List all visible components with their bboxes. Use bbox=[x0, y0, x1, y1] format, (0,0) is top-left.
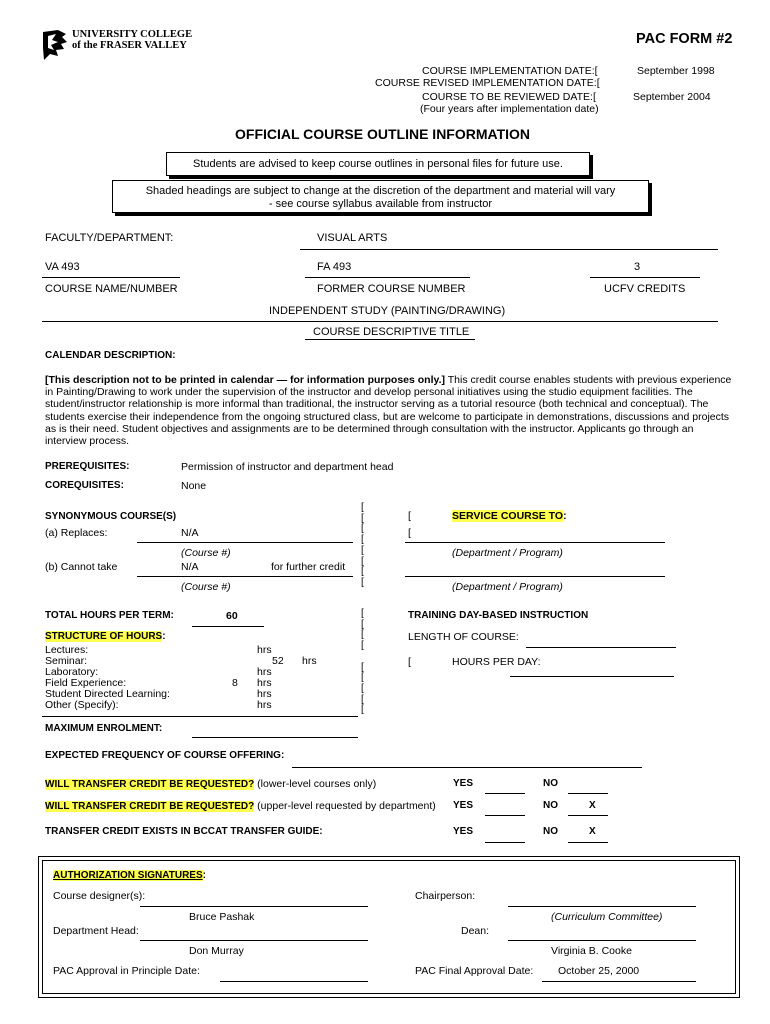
q1-no: NO bbox=[543, 778, 558, 789]
replaces-label: (a) Replaces: bbox=[45, 527, 108, 539]
pac-final-date: October 25, 2000 bbox=[558, 965, 640, 977]
cannot-take-line bbox=[137, 576, 353, 577]
q2-yes: YES bbox=[453, 800, 474, 811]
hours-row-unit: hrs bbox=[257, 666, 272, 678]
designer-line bbox=[140, 906, 368, 907]
q1-no-line bbox=[568, 793, 608, 794]
q2-mark: X bbox=[589, 800, 596, 811]
dept-head-label: Department Head: bbox=[53, 925, 139, 937]
notice-box-1: Students are advised to keep course outlines in personal files for future use. bbox=[166, 152, 590, 176]
faculty-value: VISUAL ARTS bbox=[317, 232, 388, 244]
bracket-column-1: [ [ [ [ [ [ [ [ bbox=[361, 502, 364, 588]
hours-per-day-line bbox=[510, 676, 674, 677]
service-bracket-2: [ bbox=[408, 527, 411, 539]
logo-line-1: UNIVERSITY COLLEGE bbox=[72, 29, 193, 40]
dept-program-2: (Department / Program) bbox=[452, 581, 563, 593]
hours-row-other bbox=[45, 699, 345, 710]
hours-row-seminar bbox=[45, 655, 345, 666]
dept-head-name: Don Murray bbox=[189, 945, 244, 957]
faculty-label: FACULTY/DEPARTMENT: bbox=[45, 232, 174, 244]
hours-row-unit: hrs bbox=[257, 644, 272, 656]
ucfv-logo-icon bbox=[40, 28, 70, 62]
revised-date-label: COURSE REVISED IMPLEMENTATION DATE:[ bbox=[375, 77, 600, 89]
pac-final-line bbox=[542, 981, 696, 982]
course-title-line bbox=[42, 321, 718, 322]
service-course-colon: : bbox=[563, 510, 567, 522]
course-title-value: INDEPENDENT STUDY (PAINTING/DRAWING) bbox=[269, 305, 506, 317]
notice-2-line-2: - see course syllabus available from instructor bbox=[268, 198, 493, 210]
hours-row-field bbox=[45, 677, 345, 688]
frequency-label: EXPECTED FREQUENCY OF COURSE OFFERING: bbox=[45, 750, 285, 761]
course-number-line bbox=[42, 277, 180, 278]
frequency-line bbox=[292, 767, 642, 768]
auth-label-highlight: AUTHORIZATION SIGNATURES bbox=[53, 870, 203, 881]
service-course-label bbox=[452, 510, 567, 522]
enrolment-line bbox=[192, 737, 358, 738]
transfer-q1-note: (lower-level courses only) bbox=[254, 778, 377, 790]
impl-date-label: COURSE IMPLEMENTATION DATE:[ bbox=[422, 65, 598, 77]
calendar-note: [This description not to be printed in calendar — for information purposes only.] bbox=[45, 374, 445, 386]
former-course-line bbox=[305, 277, 470, 278]
hours-row-sdl bbox=[45, 688, 345, 699]
dept-head-line bbox=[140, 940, 368, 941]
dept-program-1: (Department / Program) bbox=[452, 547, 563, 559]
auth-label bbox=[53, 870, 206, 881]
transfer-q3-label: TRANSFER CREDIT EXISTS IN BCCAT TRANSFER GUIDE: bbox=[45, 826, 323, 837]
total-hours-label: TOTAL HOURS PER TERM: bbox=[45, 610, 174, 621]
q1-yes-line bbox=[485, 793, 525, 794]
total-hours-line bbox=[192, 626, 264, 627]
course-title-label: COURSE DESCRIPTIVE TITLE bbox=[313, 326, 470, 338]
total-hours-value: 60 bbox=[226, 610, 238, 622]
hours-row-label: Student Directed Learning: bbox=[45, 688, 170, 700]
dean-name: Virginia B. Cooke bbox=[551, 945, 632, 957]
credits-value: 3 bbox=[634, 261, 641, 273]
course-number-label: COURSE NAME/NUMBER bbox=[45, 283, 178, 295]
hours-row-label: Lectures: bbox=[45, 644, 89, 656]
chair-note: (Curriculum Committee) bbox=[551, 911, 663, 923]
q3-no-line bbox=[568, 842, 608, 843]
review-note: (Four years after implementation date) bbox=[420, 103, 599, 115]
hours-row-unit: hrs bbox=[257, 677, 272, 689]
service-line-1 bbox=[405, 542, 665, 543]
q3-mark: X bbox=[589, 826, 596, 837]
synonymous-label: SYNONYMOUS COURSE(S) bbox=[45, 511, 177, 522]
notice-box-2 bbox=[112, 180, 649, 213]
credits-label: UCFV CREDITS bbox=[604, 283, 686, 295]
hours-row-label: Laboratory: bbox=[45, 666, 99, 678]
hours-row-value: 52 bbox=[272, 655, 284, 667]
ucfv-logo bbox=[40, 28, 70, 62]
coreq-label: COREQUISITES: bbox=[45, 480, 124, 491]
enrolment-label: MAXIMUM ENROLMENT: bbox=[45, 723, 163, 734]
replaces-value: N/A bbox=[181, 527, 199, 539]
hours-per-day-bracket: [ bbox=[408, 656, 411, 668]
training-label: TRAINING DAY-BASED INSTRUCTION bbox=[408, 610, 589, 621]
structure-label bbox=[45, 631, 166, 642]
hours-row-label: Field Experience: bbox=[45, 677, 127, 689]
length-label: LENGTH OF COURSE: bbox=[408, 631, 519, 643]
q3-yes: YES bbox=[453, 826, 474, 837]
page-title: OFFICIAL COURSE OUTLINE INFORMATION bbox=[235, 126, 531, 142]
cannot-take-label: (b) Cannot take bbox=[45, 561, 118, 573]
replaces-line bbox=[137, 542, 353, 543]
hours-row-unit: hrs bbox=[257, 699, 272, 711]
bracket-column-2: [ [ [ [ [ [ [ [ [ bbox=[361, 608, 364, 716]
prereq-label: PREREQUISITES: bbox=[45, 461, 130, 472]
q1-yes: YES bbox=[453, 778, 474, 789]
service-line-2 bbox=[405, 576, 665, 577]
chair-line bbox=[508, 906, 696, 907]
course-title-underline bbox=[305, 339, 475, 340]
transfer-q2 bbox=[45, 800, 436, 812]
impl-date-value: September 1998 bbox=[637, 65, 715, 77]
length-line bbox=[526, 647, 676, 648]
review-date-value: September 2004 bbox=[633, 91, 711, 103]
pac-principle-line bbox=[220, 981, 368, 982]
hours-row-unit: hrs bbox=[302, 655, 317, 667]
pac-final-label: PAC Final Approval Date: bbox=[415, 965, 534, 977]
course-hash-1: (Course #) bbox=[181, 547, 231, 559]
hours-row-unit: hrs bbox=[257, 688, 272, 700]
q3-yes-line bbox=[485, 842, 525, 843]
coreq-value: None bbox=[181, 480, 207, 492]
service-course-highlight: SERVICE COURSE TO bbox=[452, 510, 564, 522]
pac-principle-label: PAC Approval in Principle Date: bbox=[53, 965, 200, 977]
q2-no: NO bbox=[543, 800, 558, 811]
prereq-value: Permission of instructor and department head bbox=[181, 461, 394, 473]
former-course-label: FORMER COURSE NUMBER bbox=[317, 283, 466, 295]
transfer-q2-note: (upper-level requested by department) bbox=[254, 800, 436, 812]
hours-row-label: Other (Specify): bbox=[45, 699, 119, 711]
hours-row-value: 8 bbox=[232, 677, 238, 689]
transfer-q2-label: WILL TRANSFER CREDIT BE REQUESTED? bbox=[45, 801, 255, 812]
further-credit-label: for further credit bbox=[271, 561, 346, 573]
q3-no: NO bbox=[543, 826, 558, 837]
hours-row-laboratory bbox=[45, 666, 345, 677]
designer-name: Bruce Pashak bbox=[189, 911, 255, 923]
hours-row-label: Seminar: bbox=[45, 655, 88, 667]
transfer-q1-label: WILL TRANSFER CREDIT BE REQUESTED? bbox=[45, 779, 255, 790]
service-bracket-1: [ bbox=[408, 510, 411, 522]
q2-no-line bbox=[568, 815, 608, 816]
chair-label: Chairperson: bbox=[415, 890, 476, 902]
form-title: PAC FORM #2 bbox=[636, 31, 733, 47]
calendar-description bbox=[45, 374, 737, 447]
logo-line-2: of the FRASER VALLEY bbox=[72, 40, 187, 51]
credits-line bbox=[590, 277, 700, 278]
q2-yes-line bbox=[485, 815, 525, 816]
hours-bottom-line bbox=[42, 716, 358, 717]
review-date-label: COURSE TO BE REVIEWED DATE:[ bbox=[422, 91, 596, 103]
auth-label-colon: : bbox=[202, 870, 206, 881]
structure-colon: : bbox=[162, 631, 166, 642]
hours-row-lectures bbox=[45, 644, 345, 655]
transfer-q1 bbox=[45, 778, 376, 790]
dean-line bbox=[508, 940, 696, 941]
calendar-label: CALENDAR DESCRIPTION: bbox=[45, 350, 176, 361]
notice-2-line-1: Shaded headings are subject to change at the discretion of the department and material will vary bbox=[145, 185, 616, 197]
course-number-value: VA 493 bbox=[45, 261, 80, 273]
structure-highlight: STRUCTURE OF HOURS bbox=[45, 631, 163, 642]
course-hash-2: (Course #) bbox=[181, 581, 231, 593]
faculty-line bbox=[300, 249, 718, 250]
former-course-value: FA 493 bbox=[317, 261, 352, 273]
designer-label: Course designer(s): bbox=[53, 890, 146, 902]
cannot-take-value: N/A bbox=[181, 561, 199, 573]
hours-per-day-label: HOURS PER DAY: bbox=[452, 656, 541, 668]
calendar-text: This credit course enables students with previous experience in Painting/Drawing to work under the supervision of the instructor and develop personal initiatives using the studio equipment facilities. The student/instructor relationship is more informal than traditional, the instructor serving as a tutorial resource (both technical and conceptual). The students exercise their independence from the ongoing structured class, but are welcome to participate in demonstrations, discussions and projects as is their need. Student objectives and assignments are to be determined through consultation with the instructor. Applicants go through an interview process. bbox=[45, 374, 732, 448]
dean-label: Dean: bbox=[461, 925, 490, 937]
